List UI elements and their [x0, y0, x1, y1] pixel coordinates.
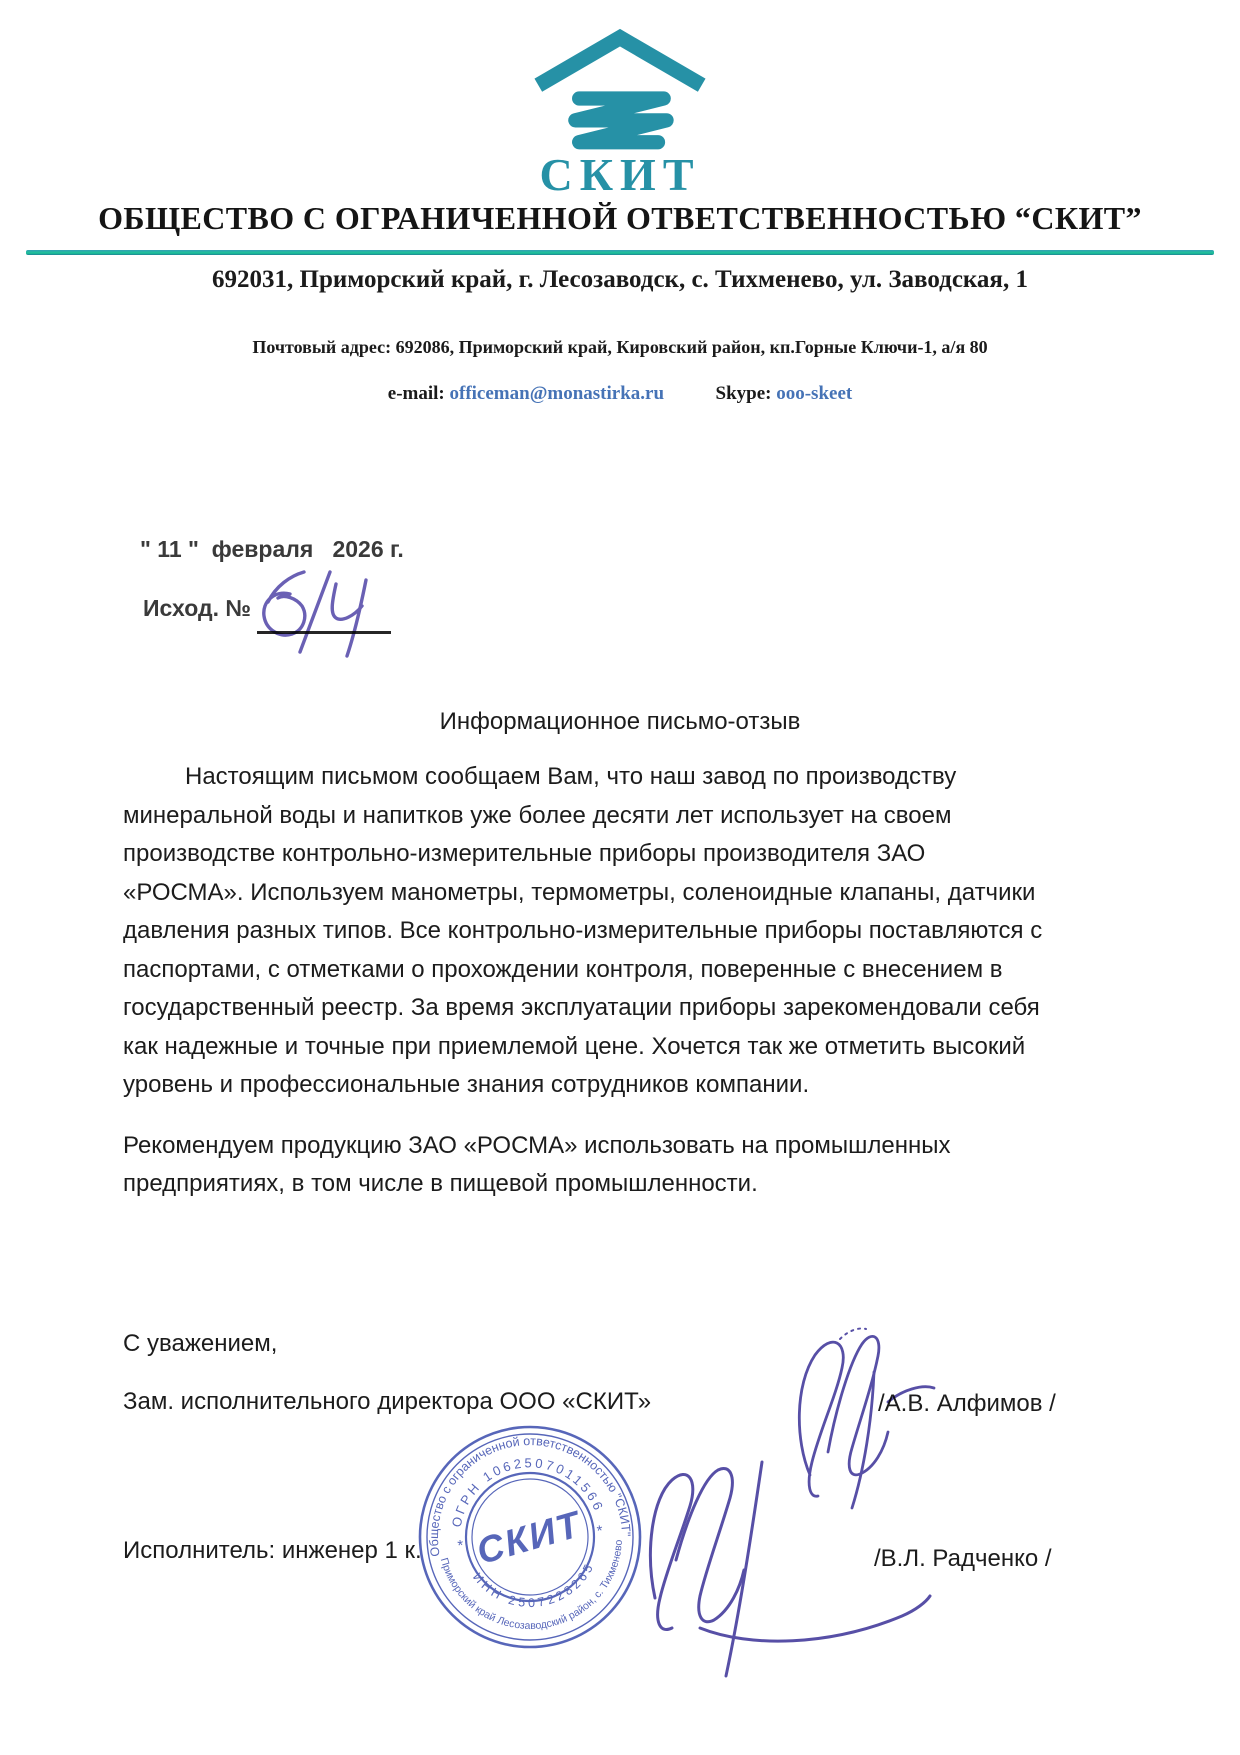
- signature-radchenko: [620, 1445, 960, 1685]
- skype-handle[interactable]: ooo-skeet: [776, 383, 853, 404]
- company-logo: [0, 26, 1240, 198]
- stamp-star-left: *: [456, 1537, 465, 1555]
- signatory-role-director: Зам. исполнительного директора ООО «СКИТ»: [123, 1388, 652, 1415]
- email-label: e-mail:: [387, 383, 445, 404]
- email-address[interactable]: officeman@monastirka.ru: [449, 383, 665, 404]
- company-stamp: [412, 1419, 648, 1655]
- handwritten-outgoing-number: [238, 562, 378, 658]
- header-divider: [26, 250, 1214, 255]
- outgoing-number-label: Исход. №: [143, 595, 252, 621]
- stamp-ring-bottom-text: Приморский край Лесозаводский район, с. Тихменево: [437, 1539, 625, 1633]
- skype-label: Skype:: [715, 383, 772, 404]
- paragraph-2: Рекомендуем продукцию ЗАО «РОСМА» использовать на промышленных предприятиях, в том числе в пищевой промышленности.: [123, 1131, 951, 1197]
- stamp-star-right: *: [595, 1522, 604, 1540]
- closing-salutation: С уважением,: [123, 1330, 278, 1357]
- letter-title: Информационное письмо-отзыв: [439, 708, 801, 735]
- address-line: 692031, Приморский край, г. Лесозаводск, с. Тихменево, ул. Заводская, 1: [212, 266, 1028, 293]
- letter-body: [123, 758, 1043, 1204]
- contacts-line: [0, 383, 1240, 405]
- signatory-name-radchenko: /В.Л. Радченко /: [874, 1545, 1052, 1572]
- signatory-name-alfimov: /А.В. Алфимов /: [878, 1390, 1056, 1417]
- signatory-role-executor: Исполнитель: инженер 1 к.: [123, 1537, 422, 1564]
- stamp-ring-top-text: Общество с ограниченной ответственностью "СКИТ": [426, 1434, 634, 1558]
- postal-address-line: Почтовый адрес: 692086, Приморский край, Кировский район, кп.Горные Ключи-1, а/я 80: [252, 337, 988, 357]
- logo-spring-house-icon: [525, 26, 715, 152]
- logo-wordmark: СКИТ: [539, 149, 701, 200]
- company-name-header: ОБЩЕСТВО С ОГРАНИЧЕННОЙ ОТВЕТСТВЕННОСТЬЮ “СКИТ”: [98, 200, 1142, 236]
- stamp-inn-text: ИНН 2507228265: [470, 1559, 598, 1611]
- paragraph-1: Настоящим письмом сообщаем Вам, что наш завод по производству минеральной воды и напитков уже более десяти лет использует на своем производстве контрольно-измерительные приборы производителя ЗАО «РОСМА». Используем манометры, термометры, соленоидные клапаны, датчики давления разных типов. Все контрольно-измерительные приборы поставляются с паспортами, с отметками о прохождении контроля, поверенные с внесением в государственный реестр. За время эксплуатации приборы зарекомендовали себя как надежные и точные при приемлемой цене. Хочется так же отметить высокий уровень и профессиональные знания сотрудников компании.: [123, 763, 1043, 1098]
- letter-date: " 11 " февраля 2026 г.: [140, 536, 404, 562]
- stamp-ogrn-text: ОГРН 1062507011566: [448, 1455, 608, 1529]
- stamp-center-wordmark: СКИТ: [472, 1503, 587, 1573]
